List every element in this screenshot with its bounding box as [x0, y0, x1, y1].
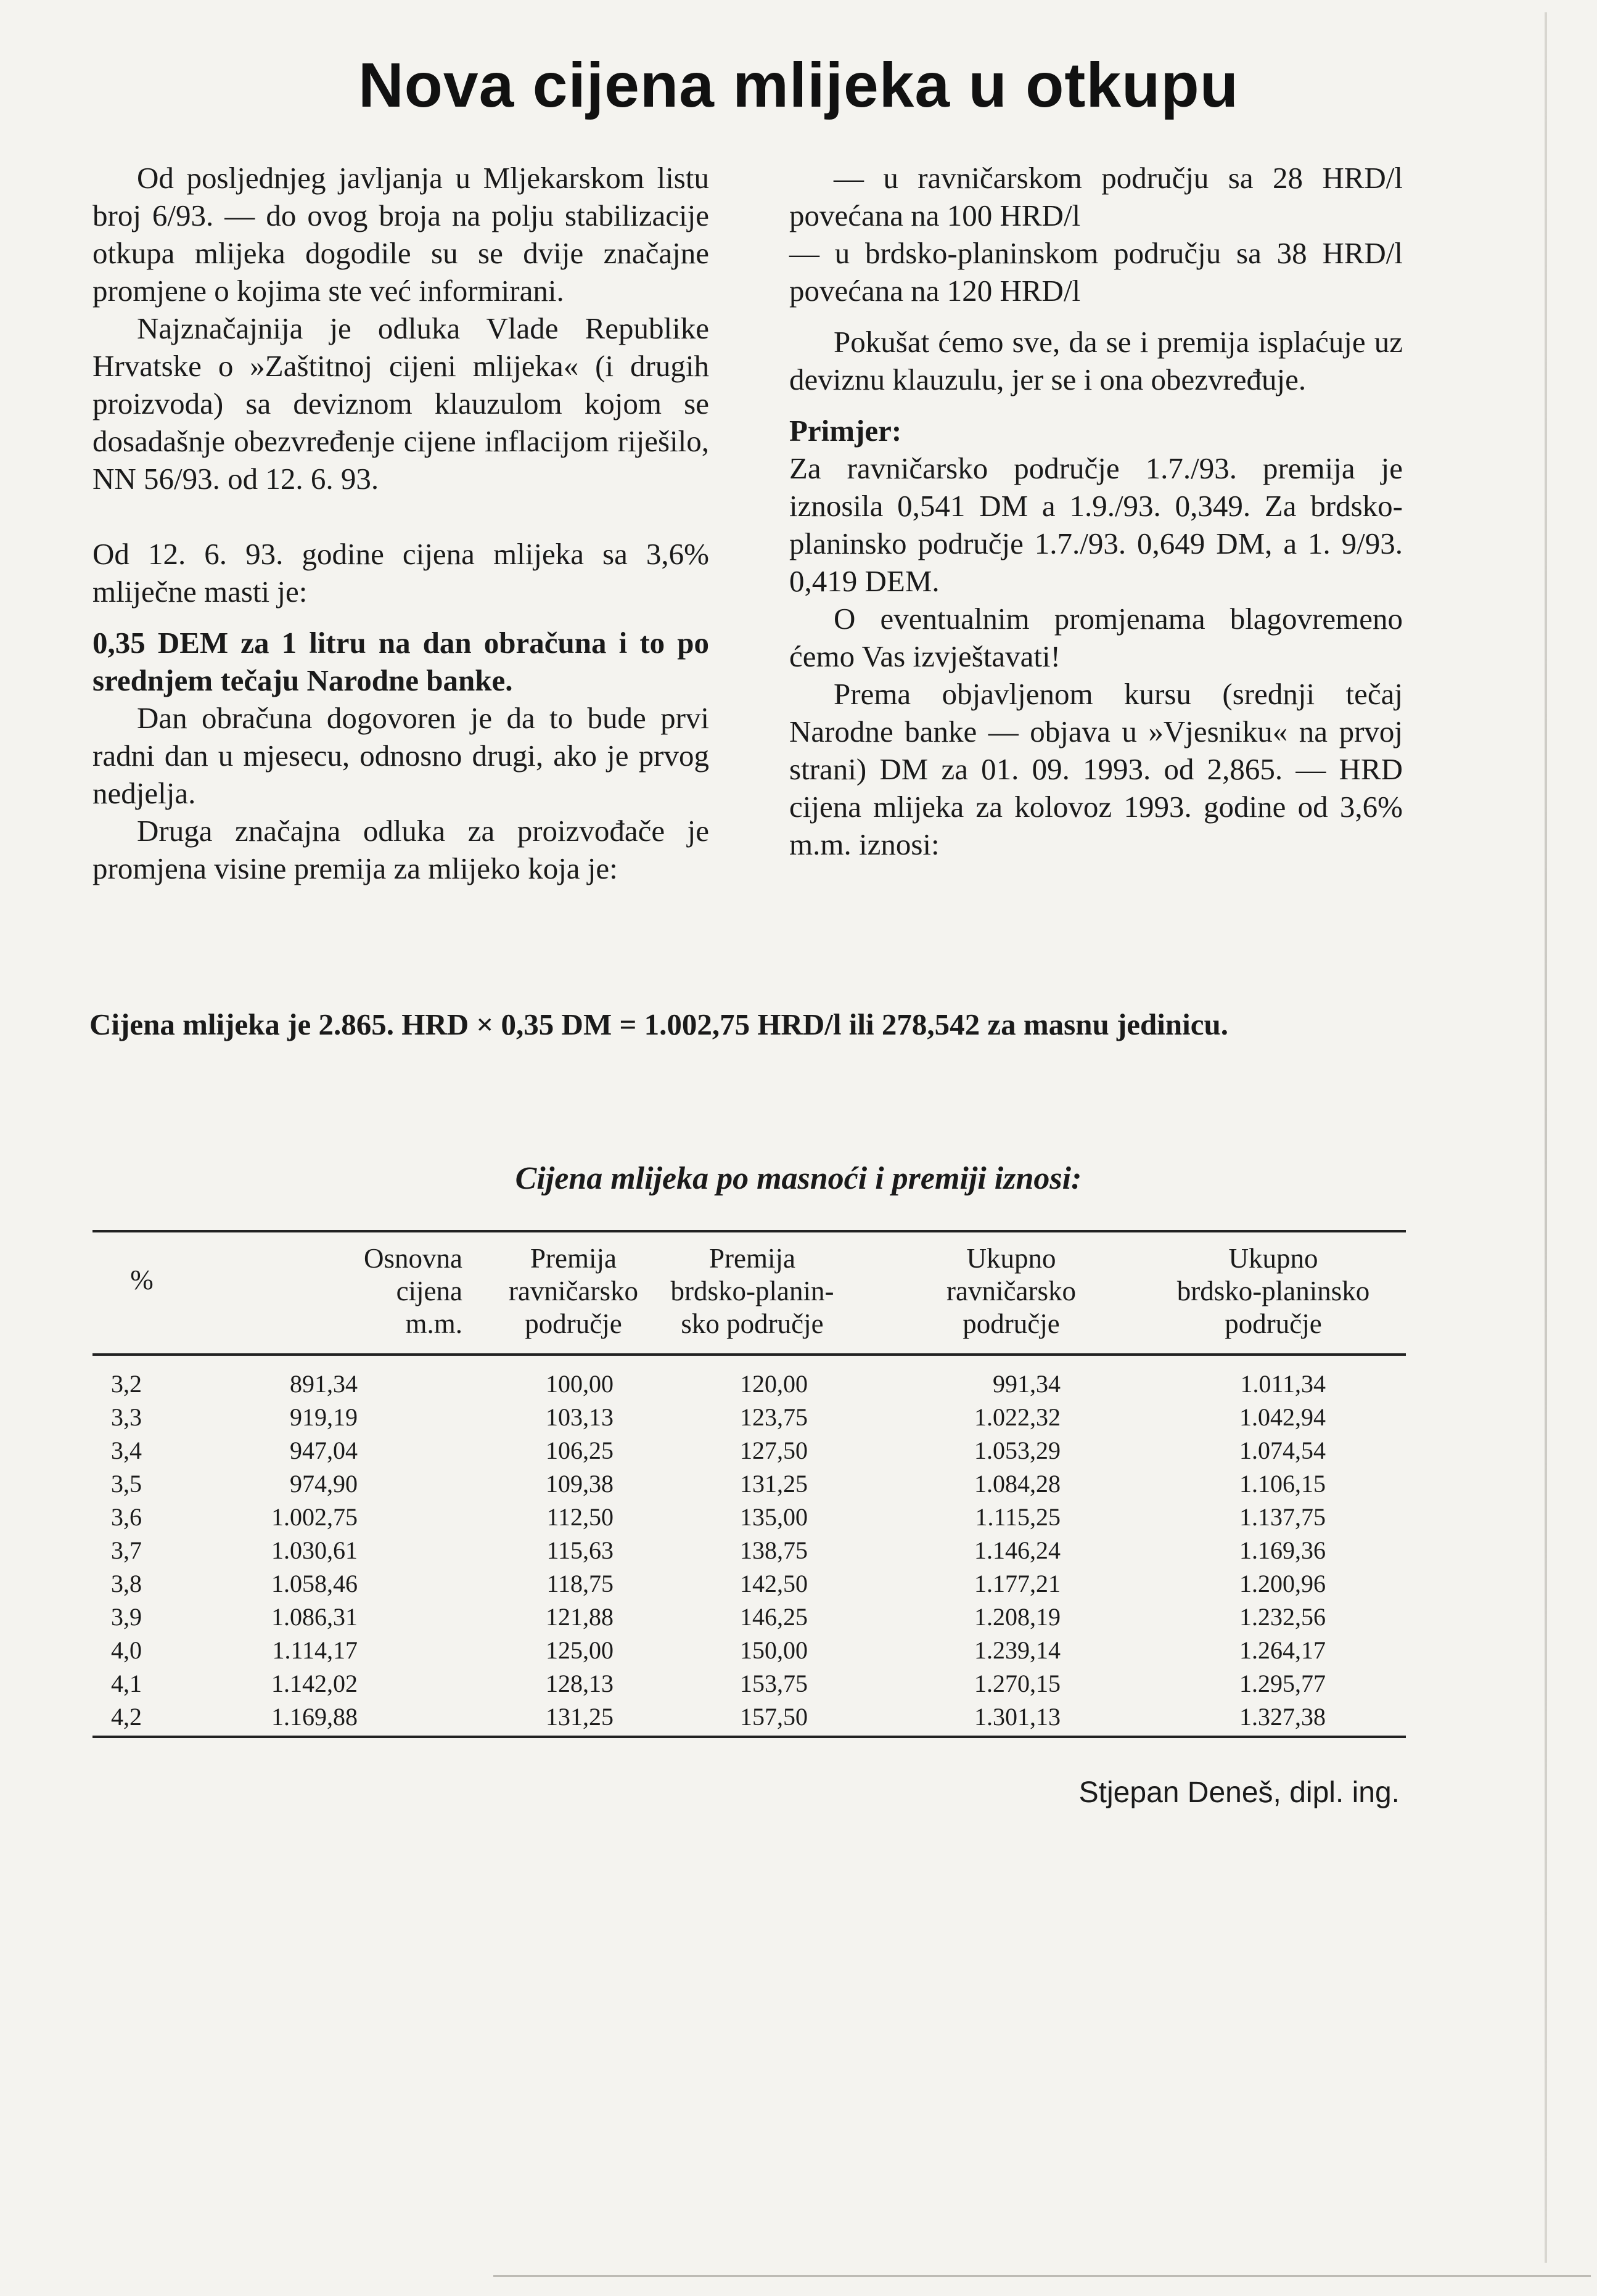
- example-heading: Primjer:: [789, 414, 902, 448]
- table-cell: 150,00: [740, 1636, 808, 1664]
- left-paragraph-1: Od posljednjeg javljanja u Mljekarskom listu broj 6/93. — do ovog broja na polju stabilizacije otkupa mlijeka dogodile su se dvije značajne promjene o kojima ste već informirani.: [92, 161, 709, 308]
- table-cell: 153,75: [740, 1670, 808, 1697]
- left-paragraph-4-bold: 0,35 DEM za 1 litru na dan obračuna i to po srednjem tečaju Narodne banke.: [92, 626, 709, 697]
- table-header-line: sko područje: [681, 1308, 824, 1339]
- article-title: Nova cijena mlijeka u otkupu: [358, 50, 1239, 120]
- table-cell: 1.295,77: [1239, 1670, 1326, 1697]
- table-row: [92, 1500, 1406, 1534]
- table-header-cell: [481, 1242, 666, 1340]
- price-formula: Cijena mlijeka je 2.865. HRD × 0,35 DM = 1.002,75 HRD/l ili 278,542 za masnu jedinicu.: [89, 1007, 1228, 1041]
- table-header-line: brdsko-planinsko: [1176, 1276, 1370, 1306]
- left-column: [92, 159, 709, 887]
- table-top-rule: [92, 1230, 1406, 1232]
- table-cell: 120,00: [740, 1370, 808, 1398]
- table-cell: 991,34: [993, 1370, 1061, 1398]
- author-signature: Stjepan Deneš, dipl. ing.: [1078, 1776, 1400, 1809]
- right-column: [789, 159, 1403, 863]
- table-row: [92, 1367, 1406, 1401]
- table-cell: 1.327,38: [1239, 1703, 1326, 1731]
- left-paragraph-2: Najznačajnija je odluka Vlade Republike Hrvatske o »Zaštitnoj cijeni mlijeka« (i drugih proizvoda) sa deviznom klauzulom kojom se dosadašnje obezvređenje cijene inflacijom riješilo, NN 56/93. od 12. 6. 93.: [92, 311, 709, 496]
- table-cell: 135,00: [740, 1503, 808, 1531]
- table-cell: 1.022,32: [974, 1403, 1061, 1431]
- table-cell: 127,50: [740, 1437, 808, 1464]
- table-cell: 112,50: [546, 1503, 614, 1531]
- table-cell: 947,04: [290, 1437, 358, 1464]
- table-cell: 3,2: [111, 1370, 142, 1398]
- table-cell: 1.084,28: [974, 1470, 1061, 1498]
- table-cell: 1.169,36: [1239, 1536, 1326, 1564]
- table-cell: 1.086,31: [271, 1603, 358, 1631]
- table-cell: 138,75: [740, 1536, 808, 1564]
- table-cell: 118,75: [546, 1570, 614, 1597]
- table-header-line: područje: [1225, 1308, 1322, 1339]
- table-cell: 1.058,46: [271, 1570, 358, 1597]
- left-paragraph-3: Od 12. 6. 93. godine cijena mlijeka sa 3,6% mliječne masti je:: [92, 537, 709, 609]
- table-cell: 1.011,34: [1240, 1370, 1326, 1398]
- table-title: Cijena mlijeka po masnoći i premiji iznosi:: [515, 1161, 1082, 1196]
- table-cell: 1.232,56: [1239, 1603, 1326, 1631]
- table-header-line: m.m.: [405, 1308, 462, 1339]
- table-header-line: Osnovna: [364, 1243, 462, 1274]
- table-cell: 974,90: [290, 1470, 358, 1498]
- table-cell: 1.264,17: [1239, 1636, 1326, 1664]
- table-header-cell: [900, 1242, 1122, 1340]
- table-cell: 1.177,21: [974, 1570, 1061, 1597]
- table-cell: 3,7: [111, 1536, 142, 1564]
- right-paragraph-1: — u ravničarskom području sa 28 HRD/l povećana na 100 HRD/l: [789, 161, 1403, 232]
- table-cell: 157,50: [740, 1703, 808, 1731]
- right-paragraph-3: Pokušat ćemo sve, da se i premija isplaćuje uz deviznu klauzulu, jer se i ona obezvređuje.: [789, 325, 1403, 396]
- table-cell: 128,13: [546, 1670, 614, 1697]
- table-cell: 4,2: [111, 1703, 142, 1731]
- right-paragraph-5: O eventualnim promjenama blagovremeno ćemo Vas izvještavati!: [789, 602, 1403, 673]
- table-cell: 3,6: [111, 1503, 142, 1531]
- table-header-cell: [92, 1264, 191, 1297]
- table-cell: 919,19: [290, 1403, 358, 1431]
- left-paragraph-6: Druga značajna odluka za proizvođače je promjena visine premija za mlijeko koja je:: [92, 814, 709, 885]
- table-row: [92, 1467, 1406, 1501]
- table-cell: 1.142,02: [271, 1670, 358, 1697]
- table-header-line: područje: [525, 1308, 622, 1339]
- bottom-edge-line: [493, 2275, 1591, 2277]
- table-header-line: Ukupno: [1228, 1243, 1318, 1274]
- table-header-line: ravničarsko: [509, 1276, 638, 1306]
- table-cell: 891,34: [290, 1370, 358, 1398]
- table-cell: 131,25: [740, 1470, 808, 1498]
- table-cell: 146,25: [740, 1603, 808, 1631]
- table-header-line: Premija: [709, 1243, 795, 1274]
- page-edge-shadow: [1545, 12, 1547, 2263]
- table-cell: 121,88: [546, 1603, 614, 1631]
- table-cell: 1.074,54: [1239, 1437, 1326, 1464]
- table-header-line: %: [130, 1265, 154, 1295]
- table-cell: 123,75: [740, 1403, 808, 1431]
- table-cell: 1.002,75: [271, 1503, 358, 1531]
- right-paragraph-6: Prema objavljenom kursu (srednji tečaj Narodne banke — objava u »Vjesniku« na prvoj strani) DM za 01. 09. 1993. od 2,865. — HRD cijena mlijeka za kolovoz 1993. godine od 3,6% m.m. iznosi:: [789, 677, 1403, 861]
- table-cell: 3,5: [111, 1470, 142, 1498]
- table-row: [92, 1667, 1406, 1700]
- table-cell: 1.106,15: [1239, 1470, 1326, 1498]
- table-cell: 1.042,94: [1239, 1403, 1326, 1431]
- table-header-rule: [92, 1353, 1406, 1356]
- table-bottom-rule: [92, 1736, 1406, 1738]
- table-cell: 103,13: [546, 1403, 614, 1431]
- table-row: [92, 1433, 1406, 1467]
- table-cell: 1.169,88: [271, 1703, 358, 1731]
- table-header-line: ravničarsko: [946, 1276, 1076, 1306]
- table-header-cell: [277, 1242, 462, 1340]
- table-row: [92, 1567, 1406, 1601]
- table-header-line: područje: [963, 1308, 1060, 1339]
- table-cell: 4,0: [111, 1636, 142, 1664]
- table-cell: 1.200,96: [1239, 1570, 1326, 1597]
- table-cell: 109,38: [546, 1470, 614, 1498]
- table-cell: 125,00: [546, 1636, 614, 1664]
- right-paragraph-2: — u brdsko-planinskom području sa 38 HRD/l povećana na 120 HRD/l: [789, 236, 1403, 308]
- table-cell: 1.137,75: [1239, 1503, 1326, 1531]
- table-cell: 1.114,17: [272, 1636, 358, 1664]
- left-paragraph-5: Dan obračuna dogovoren je da to bude prvi radni dan u mjesecu, odnosno drugi, ako je prvog nedjelja.: [92, 701, 709, 810]
- table-header-line: Ukupno: [966, 1243, 1056, 1274]
- table-cell: 1.146,24: [974, 1536, 1061, 1564]
- table-cell: 3,4: [111, 1437, 142, 1464]
- table-cell: 1.053,29: [974, 1437, 1061, 1464]
- right-paragraph-4: Za ravničarsko područje 1.7./93. premija je iznosila 0,541 DM a 1.9./93. 0,349. Za brdsko-planinsko područje 1.7./93. 0,649 DM, a 1. 9/93. 0,419 DEM.: [789, 451, 1403, 598]
- table-cell: 1.030,61: [271, 1536, 358, 1564]
- table-cell: 3,9: [111, 1603, 142, 1631]
- table-header-cell: [647, 1242, 857, 1340]
- table-cell: 115,63: [546, 1536, 614, 1564]
- table-header-line: Premija: [530, 1243, 617, 1274]
- table-cell: 1.208,19: [974, 1603, 1061, 1631]
- table-cell: 1.115,25: [975, 1503, 1061, 1531]
- table-cell: 3,3: [111, 1403, 142, 1431]
- table-cell: 100,00: [546, 1370, 614, 1398]
- table-cell: 1.270,15: [974, 1670, 1061, 1697]
- table-row: [92, 1400, 1406, 1434]
- table-cell: 3,8: [111, 1570, 142, 1597]
- table-row: [92, 1700, 1406, 1734]
- table-header-line: brdsko-planin-: [670, 1276, 834, 1306]
- table-cell: 1.239,14: [974, 1636, 1061, 1664]
- table-cell: 106,25: [546, 1437, 614, 1464]
- table-header-cell: [1141, 1242, 1406, 1340]
- table-row: [92, 1600, 1406, 1634]
- table-cell: 131,25: [546, 1703, 614, 1731]
- table-cell: 142,50: [740, 1570, 808, 1597]
- table-header-line: cijena: [396, 1276, 462, 1306]
- table-cell: 1.301,13: [974, 1703, 1061, 1731]
- table-row: [92, 1633, 1406, 1667]
- table-row: [92, 1533, 1406, 1567]
- table-cell: 4,1: [111, 1670, 142, 1697]
